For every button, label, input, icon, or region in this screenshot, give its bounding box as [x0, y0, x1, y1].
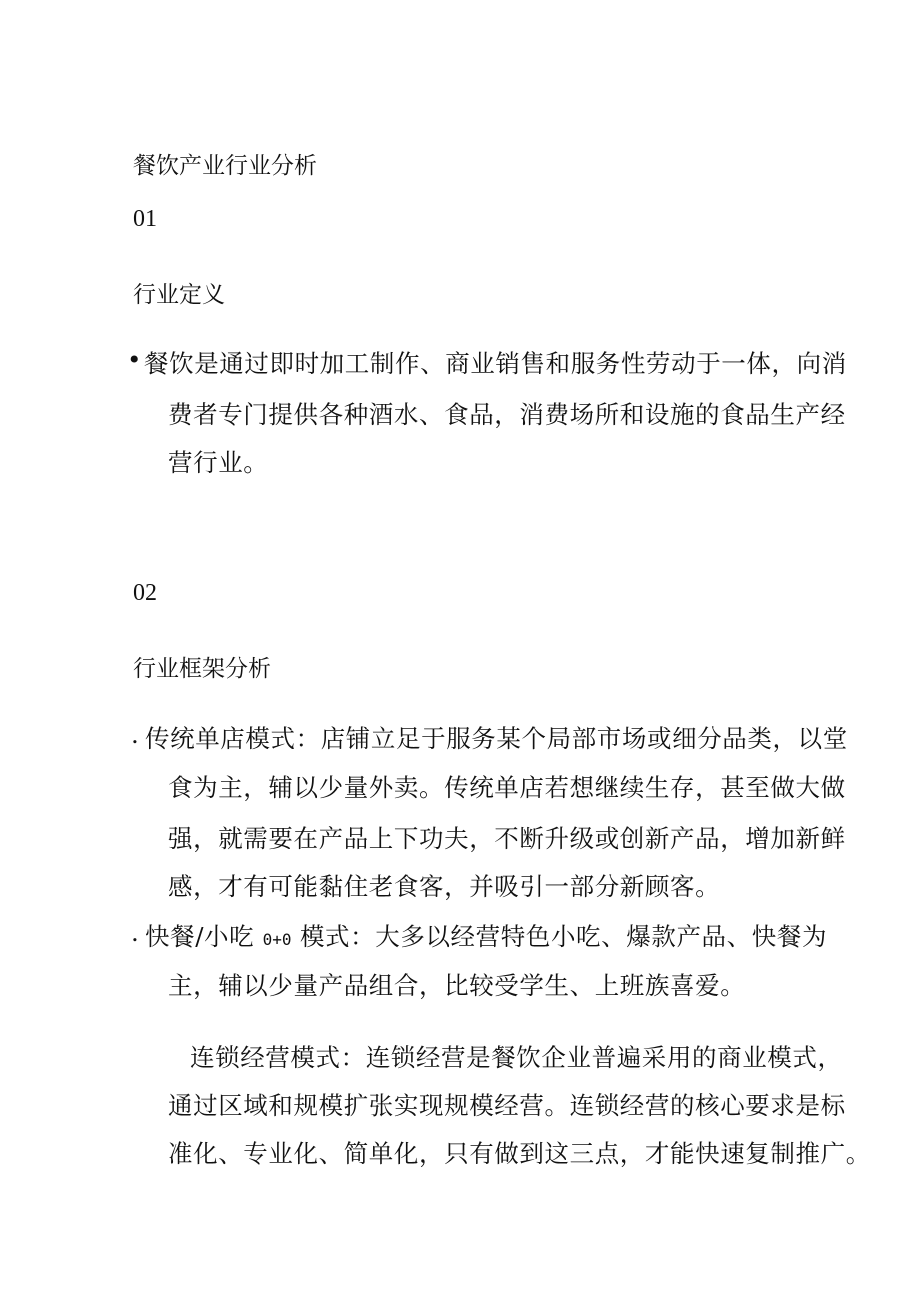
definition-line-1: 餐饮是通过即时加工制作、商业销售和服务性劳动于一体，向消	[144, 349, 847, 378]
document-title: 餐饮产业行业分析	[133, 153, 317, 179]
section-number-01: 01	[133, 206, 157, 232]
definition-line-3: 营行业。	[168, 448, 269, 477]
fast-food-line-1	[145, 918, 827, 953]
section-heading-definition: 行业定义	[133, 282, 225, 308]
fast-food-line-2: 主，辅以少量产品组合，比较受学生、上班族喜爱。	[168, 971, 746, 1000]
chain-line-2: 通过区域和规模扩张实现规模经营。连锁经营的核心要求是标	[168, 1091, 846, 1120]
list-marker: .	[131, 918, 140, 947]
chain-line-1: 连锁经营模式：连锁经营是餐饮企业普遍采用的商业模式，	[190, 1043, 843, 1072]
chain-line-3: 准化、专业化、简单化，只有做到这三点，才能快速复制推广。	[168, 1139, 871, 1168]
section-number-02: 02	[133, 580, 157, 606]
fast-food-suffix: 模式：大多以经营特色小吃、爆款产品、快餐为	[299, 922, 828, 951]
single-store-line-3: 强，就需要在产品上下功夫，不断升级或创新产品，增加新鲜	[168, 824, 846, 853]
section-heading-framework: 行业框架分析	[133, 656, 271, 682]
single-store-line-1: 传统单店模式：店铺立足于服务某个局部市场或细分品类，以堂	[145, 724, 848, 753]
fast-food-code: 0+0	[262, 930, 292, 949]
fast-food-prefix: 快餐/小吃	[145, 922, 255, 951]
bullet-marker: •	[127, 345, 143, 374]
list-marker: .	[131, 720, 140, 749]
single-store-line-2: 食为主，辅以少量外卖。传统单店若想继续生存，甚至做大做	[168, 773, 846, 802]
definition-line-2: 费者专门提供各种酒水、食品，消费场所和设施的食品生产经	[168, 400, 846, 429]
single-store-line-4: 感，才有可能黏住老食客，并吸引一部分新顾客。	[168, 872, 721, 901]
